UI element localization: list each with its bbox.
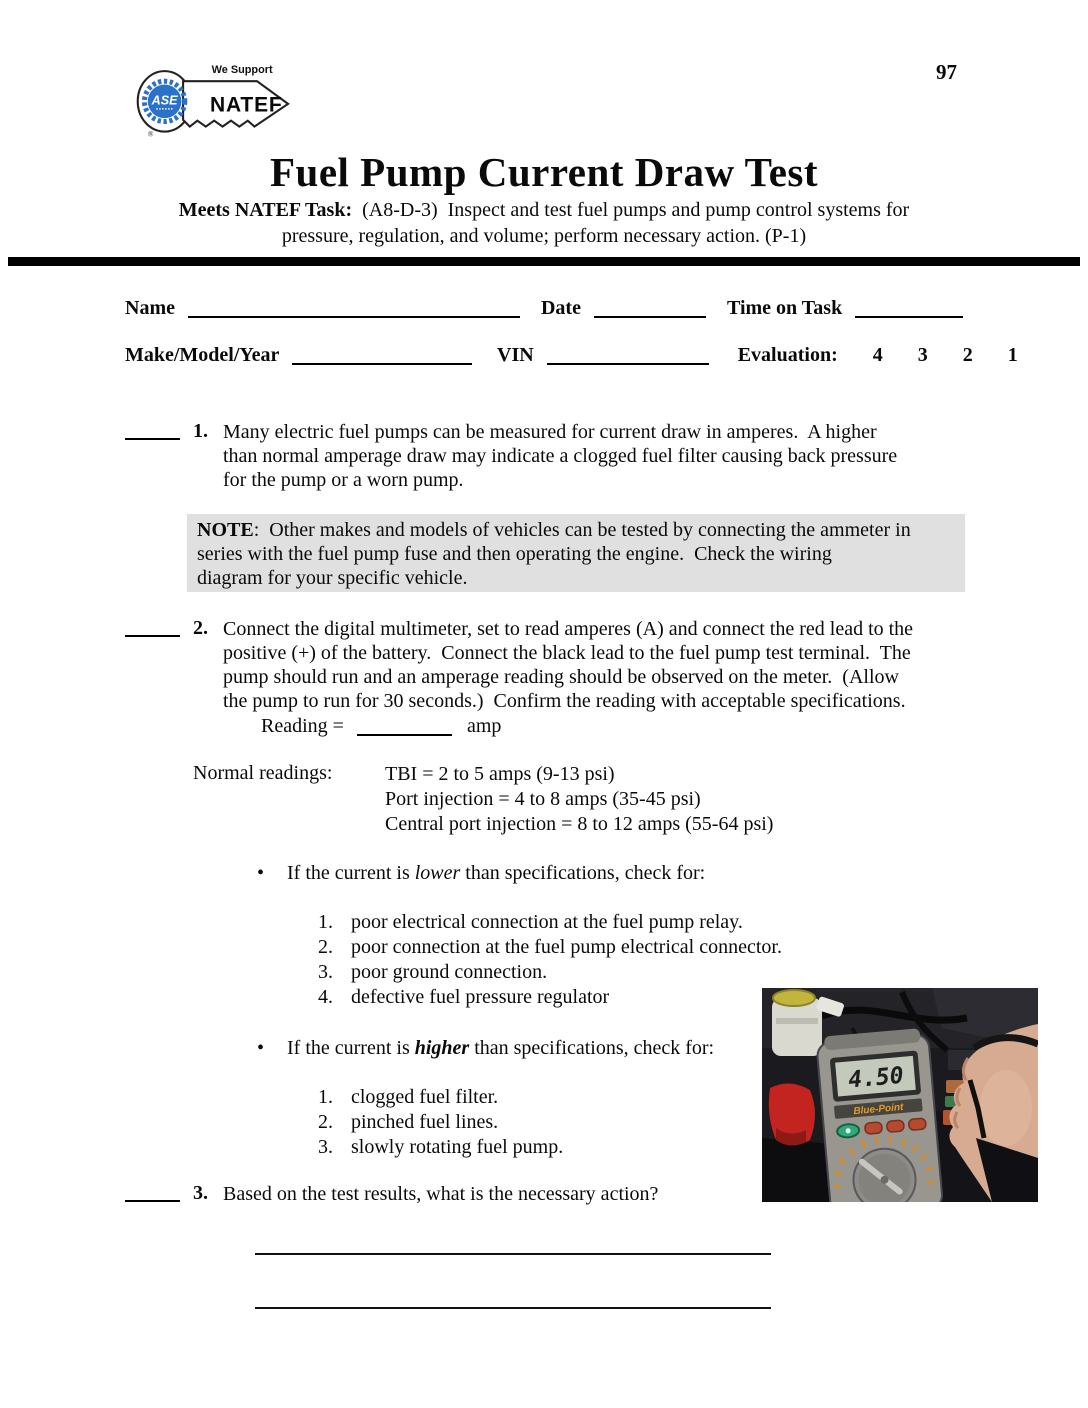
answer-line-2 <box>255 1307 771 1309</box>
step-2-number: 2. <box>193 617 208 639</box>
reading-unit: amp <box>466 715 502 737</box>
name-line <box>188 298 520 318</box>
meter-brand: Blue-Point <box>853 1101 904 1118</box>
engine-bay-photo <box>762 988 1038 1202</box>
note-label: NOTE <box>197 519 254 541</box>
ase-mark: ASE <box>151 93 178 108</box>
note-line1: : Other makes and models of vehicles can be tested by connecting the ammeter in <box>253 519 911 541</box>
note-box <box>187 514 965 592</box>
step-1-number: 1. <box>193 420 208 442</box>
make-model-year-line <box>292 345 472 365</box>
normal-readings-label: Normal readings: <box>193 762 333 784</box>
page-title: Fuel Pump Current Draw Test <box>269 149 819 195</box>
time-on-task-line <box>855 298 963 318</box>
evaluation-1: 1 <box>1007 344 1018 366</box>
step-3-number: 3. <box>193 1182 208 1204</box>
name-label: Name <box>125 297 175 319</box>
natef-logo <box>131 56 299 145</box>
evaluation-label: Evaluation: <box>737 344 838 366</box>
lower-emphasis: lower <box>414 862 461 884</box>
bullet-icon: • <box>257 1037 265 1059</box>
checkoff-line-3 <box>125 1200 180 1202</box>
evaluation-2: 2 <box>962 344 973 366</box>
normal-readings-values: TBI = 2 to 5 amps (9-13 psi) Port injection = 4 to 8 amps (35-45 psi) Central port injection = 8 to 12 amps (55-64 psi) <box>385 763 774 835</box>
step-2 <box>125 617 978 739</box>
reading-label: Reading = <box>261 715 344 737</box>
natef-label: NATEF <box>209 93 283 117</box>
step-1-text: Many electric fuel pumps can be measured for current draw in amperes. A higher than normal amperage draw may indicate a clogged fuel filter causing back pressure for the pump or a worn pump. <box>223 421 898 491</box>
time-on-task-label: Time on Task <box>726 297 843 319</box>
reading-row <box>261 713 978 739</box>
vin-label: VIN <box>497 344 534 366</box>
note-line2: series with the fuel pump fuse and then operating the engine. Check the wiring <box>197 543 832 565</box>
form-row-identity <box>125 297 963 320</box>
date-line <box>594 298 706 318</box>
higher-current-bullet: • If the current is higher than specifications, check for: <box>257 1037 715 1059</box>
natef-task-line2: pressure, regulation, and volume; perform necessary action. (P-1) <box>281 225 807 247</box>
task-text: (A8-D-3) Inspect and test fuel pumps and pump control systems for <box>352 199 910 221</box>
date-label: Date <box>540 297 581 319</box>
step-2-text: Connect the digital multimeter, set to read amperes (A) and connect the red lead to the positive (+) of the battery. Connect the black lead to the fuel pump test terminal. The pump should run and an amperage reading should be observed on the meter. (Allow the pump to run for 30 seconds.) Confirm the reading with acceptable specifications. Reading = amp <box>223 617 978 739</box>
registered-mark: ® <box>147 129 154 139</box>
checkoff-line-1 <box>125 438 180 440</box>
make-model-year-label: Make/Model/Year <box>125 344 280 366</box>
page-number: 97 <box>936 60 957 84</box>
higher-emphasis: higher <box>414 1037 470 1059</box>
step-3-text: Based on the test results, what is the necessary action? <box>223 1183 659 1205</box>
lower-current-bullet: • If the current is lower than specifications, check for: <box>257 862 706 884</box>
reading-line <box>357 716 452 736</box>
form-row-vehicle <box>125 344 1018 367</box>
key-icon <box>131 56 299 140</box>
step-1 <box>125 420 978 492</box>
bullet-icon: • <box>257 862 265 884</box>
task-label: Meets NATEF Task: <box>178 199 353 221</box>
normal-readings <box>193 762 773 837</box>
evaluation-3: 3 <box>917 344 928 366</box>
evaluation-4: 4 <box>872 344 883 366</box>
lower-current-list: 1. poor electrical connection at the fuel pump relay. 2. poor connection at the fuel pump electrical connector. 3. poor ground connection. 4. defective fuel pressure regulator <box>318 911 782 1008</box>
multimeter-photo-illustration <box>762 988 1038 1202</box>
natef-task-line1 <box>0 199 1088 222</box>
vin-line <box>547 345 709 365</box>
divider-bar <box>8 257 1080 266</box>
multimeter <box>816 1027 943 1202</box>
we-support-label: We Support <box>211 63 273 76</box>
meter-reading: 4.50 <box>847 1062 905 1094</box>
checkoff-line-2 <box>125 635 180 637</box>
note-line3: diagram for your specific vehicle. <box>197 567 468 589</box>
higher-current-list: 1. clogged fuel filter. 2. pinched fuel lines. 3. slowly rotating fuel pump. <box>318 1086 564 1158</box>
answer-line-1 <box>255 1253 771 1255</box>
